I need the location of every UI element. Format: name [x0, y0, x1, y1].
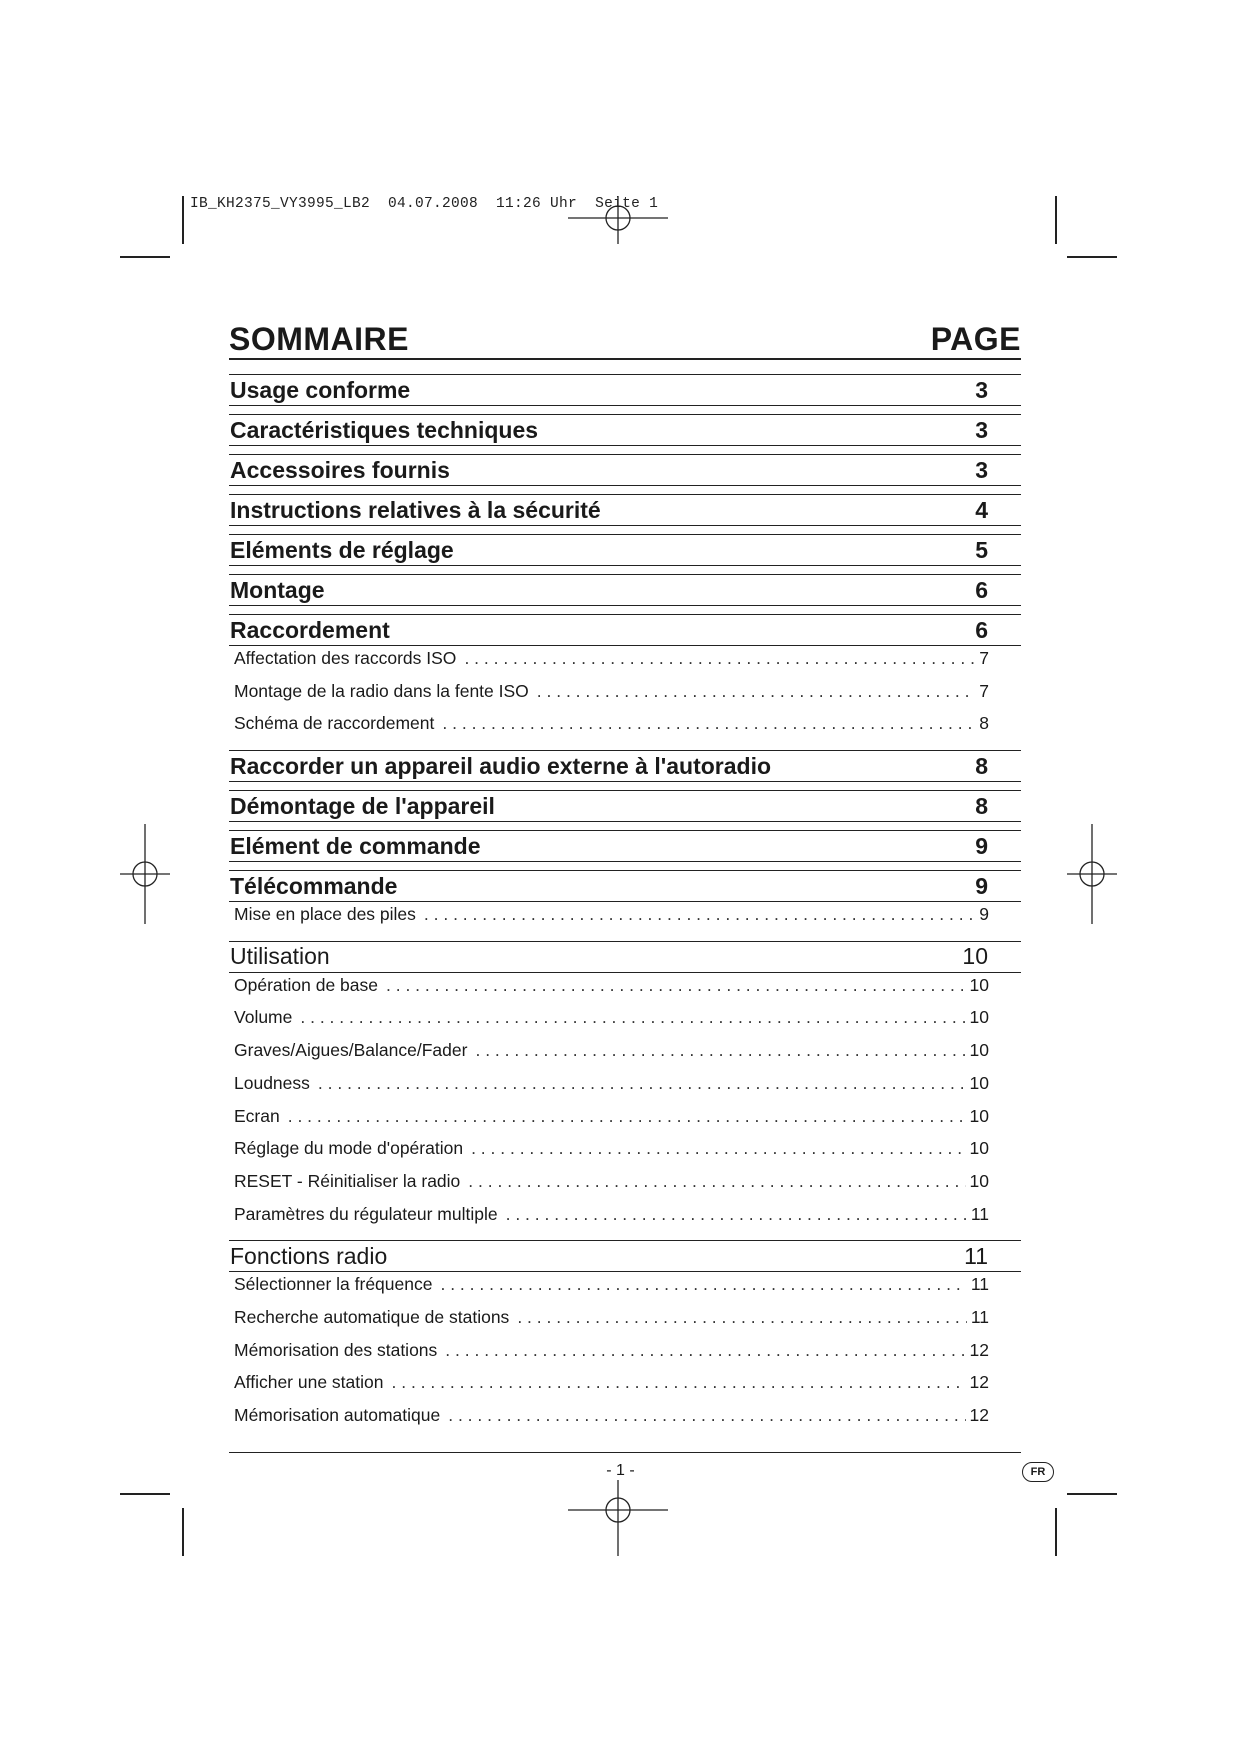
- toc-subitems: [229, 904, 1021, 937]
- toc-section-label: Utilisation: [230, 943, 330, 970]
- crop-mark-top-right-horizontal: [1067, 256, 1117, 258]
- toc-subitem-page: 12: [969, 1405, 989, 1425]
- toc-subitems: [229, 648, 1021, 746]
- toc-section-label: Elément de commande: [230, 832, 481, 859]
- dot-leader: [440, 1274, 966, 1295]
- toc-subitem[interactable]: [229, 1340, 1021, 1373]
- toc-subitem-label: Montage de la radio dans la fente ISO: [234, 680, 529, 701]
- toc-section-page: 3: [975, 456, 988, 483]
- toc-subitem-label: Afficher une station: [234, 1372, 384, 1393]
- toc-section-page: 6: [975, 576, 988, 603]
- toc-section-label: Eléments de réglage: [230, 536, 454, 563]
- toc-subitem-label: Volume: [234, 1007, 293, 1028]
- toc-section-label: Accessoires fournis: [230, 456, 450, 483]
- toc-subitem-page: 8: [979, 713, 989, 734]
- toc-section-page: 4: [975, 496, 988, 523]
- table-of-contents: [229, 318, 1021, 1442]
- toc-section-label: Raccordement: [230, 616, 390, 643]
- toc-subitem-page: 10: [969, 1040, 989, 1061]
- toc-section-label: Raccorder un appareil audio externe à l'autoradio: [230, 752, 772, 779]
- toc-subitem[interactable]: [229, 1204, 1021, 1237]
- toc-subitem-page: 10: [969, 1105, 989, 1126]
- print-slug-line: IB_KH2375_VY3995_LB2 04.07.2008 11:26 Uhr Seite 1: [190, 196, 659, 212]
- registration-mark-top: [568, 196, 668, 246]
- dot-leader: [468, 1171, 965, 1192]
- toc-subitem-page: 11: [970, 1306, 989, 1327]
- toc-subitem[interactable]: [229, 1372, 1021, 1405]
- toc-page-label: PAGE: [930, 321, 1021, 357]
- toc-subitem[interactable]: [229, 1171, 1021, 1204]
- toc-subitem[interactable]: [229, 975, 1021, 1008]
- toc-subitem-label: Mémorisation des stations: [234, 1339, 438, 1360]
- toc-section-page: 10: [962, 943, 988, 970]
- toc-section[interactable]: [229, 414, 1021, 446]
- toc-subitems: [229, 1274, 1021, 1437]
- toc-section-page: 9: [975, 872, 988, 899]
- registration-mark-bottom: [568, 1480, 668, 1556]
- crop-mark-bottom-right-horizontal: [1067, 1493, 1117, 1495]
- toc-section[interactable]: [229, 494, 1021, 526]
- dot-leader: [517, 1307, 967, 1328]
- toc-subitem-label: Loudness: [234, 1072, 310, 1093]
- toc-section[interactable]: [229, 790, 1021, 822]
- toc-subitem-label: Graves/Aigues/Balance/Fader: [234, 1040, 468, 1061]
- toc-section-page: 8: [975, 752, 988, 779]
- toc-section[interactable]: [229, 870, 1021, 902]
- toc-header: [229, 318, 1021, 360]
- registration-mark-left: [120, 824, 170, 924]
- toc-subitem-page: 12: [969, 1339, 989, 1360]
- toc-subitem-page: 10: [969, 1138, 989, 1159]
- toc-subitem[interactable]: [229, 1274, 1021, 1307]
- toc-subitem[interactable]: [229, 1138, 1021, 1171]
- toc-subitem[interactable]: [229, 904, 1021, 937]
- toc-section[interactable]: [229, 454, 1021, 486]
- toc-subitem[interactable]: [229, 1405, 1021, 1438]
- toc-section-label: Usage conforme: [230, 376, 411, 403]
- toc-subitem[interactable]: [229, 648, 1021, 681]
- dot-leader: [471, 1138, 965, 1159]
- toc-section-label: Télécommande: [230, 872, 398, 899]
- toc-section[interactable]: [229, 374, 1021, 406]
- dot-leader: [537, 681, 975, 702]
- toc-section-page: 3: [975, 416, 988, 443]
- toc-subitem-label: RESET - Réinitialiser la radio: [234, 1170, 461, 1191]
- language-badge: FR: [1022, 1462, 1054, 1482]
- toc-subitem[interactable]: [229, 1106, 1021, 1139]
- toc-body: [229, 374, 1021, 1438]
- crop-mark-bottom-left-vertical: [182, 1508, 184, 1556]
- toc-section-page: 9: [975, 832, 988, 859]
- toc-section-label: Instructions relatives à la sécurité: [230, 496, 601, 523]
- toc-subitems: [229, 975, 1021, 1237]
- toc-subitem-label: Affectation des raccords ISO: [234, 648, 457, 668]
- toc-section-label: Fonctions radio: [230, 1242, 388, 1269]
- toc-subitem[interactable]: [229, 1040, 1021, 1073]
- toc-subitem-page: 7: [979, 648, 989, 668]
- toc-subitem[interactable]: [229, 681, 1021, 714]
- toc-section[interactable]: [229, 534, 1021, 566]
- toc-subitem-label: Opération de base: [234, 974, 378, 995]
- dot-leader: [448, 1405, 965, 1426]
- crop-mark-top-left-horizontal: [120, 256, 170, 258]
- dot-leader: [386, 975, 966, 996]
- toc-section-label: Montage: [230, 576, 325, 603]
- toc-subitem-page: 9: [979, 904, 989, 925]
- toc-subitem[interactable]: [229, 1073, 1021, 1106]
- dot-leader: [475, 1040, 965, 1061]
- toc-section-page: 5: [975, 536, 988, 563]
- toc-subitem-label: Ecran: [234, 1105, 280, 1126]
- toc-section-page: 3: [975, 376, 988, 403]
- dot-leader: [445, 1340, 965, 1361]
- toc-title: SOMMAIRE: [229, 321, 409, 357]
- dot-leader: [464, 648, 975, 669]
- toc-section[interactable]: [229, 830, 1021, 862]
- toc-subitem-label: Paramètres du régulateur multiple: [234, 1203, 498, 1224]
- toc-subitem-page: 11: [970, 1274, 989, 1295]
- toc-subitem-label: Mémorisation automatique: [234, 1405, 441, 1425]
- toc-subitem-page: 10: [969, 1170, 989, 1191]
- toc-section-label: Caractéristiques techniques: [230, 416, 539, 443]
- crop-mark-top-left-vertical: [182, 196, 184, 244]
- dot-leader: [300, 1007, 965, 1028]
- page-number: - 1 -: [606, 1462, 635, 1479]
- toc-subitem-page: 11: [970, 1203, 989, 1224]
- dot-leader: [424, 904, 975, 925]
- toc-subitem[interactable]: [229, 1307, 1021, 1340]
- toc-subitem-label: Schéma de raccordement: [234, 713, 435, 734]
- toc-subitem-page: 10: [969, 1007, 989, 1028]
- toc-section[interactable]: [229, 1240, 1021, 1272]
- crop-mark-bottom-left-horizontal: [120, 1493, 170, 1495]
- toc-subitem[interactable]: [229, 1007, 1021, 1040]
- toc-section-page: 8: [975, 792, 988, 819]
- toc-section[interactable]: [229, 574, 1021, 606]
- toc-subitem[interactable]: [229, 713, 1021, 746]
- toc-section-label: Démontage de l'appareil: [230, 792, 495, 819]
- dot-leader: [442, 713, 975, 734]
- registration-mark-right: [1067, 824, 1117, 924]
- toc-section-page: 11: [964, 1242, 988, 1269]
- toc-section[interactable]: [229, 614, 1021, 646]
- toc-section[interactable]: [229, 941, 1021, 973]
- toc-subitem-label: Recherche automatique de stations: [234, 1306, 510, 1327]
- toc-subitem-page: 10: [969, 1072, 989, 1093]
- toc-subitem-label: Mise en place des piles: [234, 904, 416, 925]
- toc-section[interactable]: [229, 750, 1021, 782]
- dot-leader: [392, 1372, 966, 1393]
- crop-mark-bottom-right-vertical: [1055, 1508, 1057, 1556]
- toc-subitem-label: Sélectionner la fréquence: [234, 1274, 433, 1295]
- toc-subitem-label: Réglage du mode d'opération: [234, 1138, 464, 1159]
- crop-mark-top-right-vertical: [1055, 196, 1057, 244]
- toc-section-page: 6: [975, 616, 988, 643]
- toc-subitem-page: 7: [979, 680, 989, 701]
- toc-subitem-page: 12: [969, 1372, 989, 1393]
- footer-rule: [229, 1452, 1021, 1453]
- dot-leader: [288, 1106, 966, 1127]
- toc-subitem-page: 10: [969, 974, 989, 995]
- dot-leader: [506, 1204, 967, 1225]
- dot-leader: [318, 1073, 966, 1094]
